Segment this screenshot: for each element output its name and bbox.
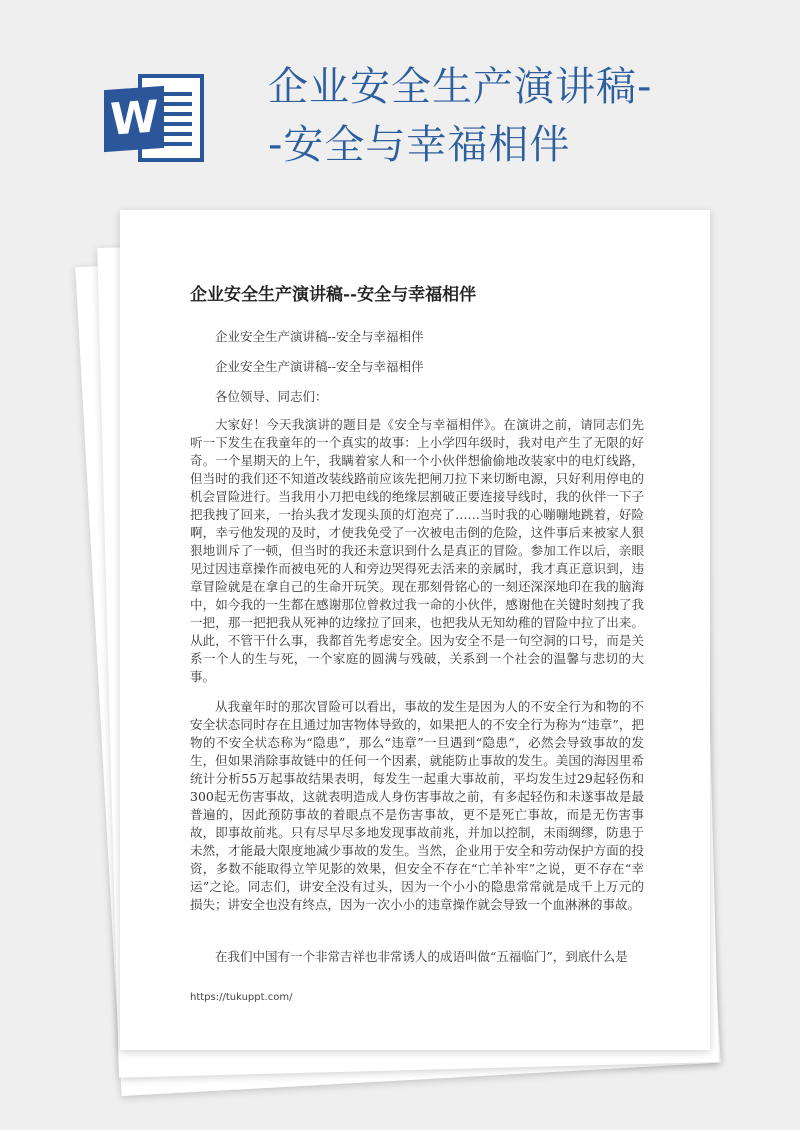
body-paragraph-3: 在我们中国有一个非常吉祥也非常诱人的成语叫做“五福临门”，到底什么是 — [215, 949, 628, 964]
body-paragraph-2: 从我童年时的那次冒险可以看出，事故的发生是因为人的不安全行为和物的不安全状态同时存在且通过加害物体导致的，如果把人的不安全行为称为“违章”，把物的不安全状态称为“隐患”，那么“违章”一旦遇到“隐患”，必然会导致事故的发生，但如果消除事故链中的任何一个因素，就能防止事故的发生。美国的海因里希统计分析55万起事故结果表明，每发生一起重大事故前，平均发生过29起轻伤和300起无伤害事故，这就表明造成人身伤害事故之前，有多起轻伤和未遂事故是最普遍的，因此预防事故的着眼点不是伤害事故，更不是死亡事故，而是无伤害事故，即事故前兆。只有尽早尽多地发现事故前兆，并加以控制，未雨绸缪，防患于未然，才能最大限度地减少事故的发生。当然，企业用于安全和劳动保护方面的投资，多数不能取得立竿见影的效果，但安全不存在“亡羊补牢”之说，更不存在“幸运”之论。同志们，讲安全没有过头，因为一个小小的隐患常常就是成千上万元的损失；讲安全也没有终点，因为一次小小的违章操作就会导致一个血淋淋的事故。 — [190, 699, 644, 912]
footer-url: https://tukuppt.com/ — [190, 992, 293, 1003]
document-line-1: 企业安全生产演讲稿--安全与幸福相伴 — [215, 329, 424, 344]
document-page — [120, 210, 710, 1050]
header — [0, 0, 800, 200]
document-line-2: 企业安全生产演讲稿--安全与幸福相伴 — [215, 359, 424, 374]
page-title — [268, 58, 788, 174]
page-title-line-2: -安全与幸福相伴 — [268, 122, 571, 168]
page-title-line-1: 企业安全生产演讲稿- — [268, 64, 653, 110]
word-letter-badge: W — [104, 86, 164, 152]
greeting-line: 各位领导、同志们： — [215, 389, 328, 404]
body-paragraph-1: 大家好！今天我演讲的题目是《安全与幸福相伴》。在演讲之前，请同志们先听一下发生在我童年的一个真实的故事：上小学四年级时，我对电产生了无限的好奇。一个星期天的上午，我瞒着家人和一个小伙伴想偷偷地改装家中的电灯线路，但当时的我们还不知道改装线路前应该先把闸刀拉下来切断电源，只好利用停电的机会冒险进行。当我用小刀把电线的绝缘层割破正要连接导线时，我的伙伴一下子把我拽了回来，一抬头我才发现头顶的灯泡亮了……当时我的心嘣嘣地跳着，好险啊，幸亏他发现的及时，才使我免受了一次被电击倒的危险，这件事后来被家人狠狠地训斥了一顿，但当时的我还未意识到什么是真正的冒险。参加工作以后，亲眼见过因违章操作而被电死的人和旁边哭得死去活来的亲属时，我才真正意识到，违章冒险就是在拿自己的生命开玩笑。现在那刻骨铭心的一刻还深深地印在我的脑海中，如今我的一生都在感谢那位曾救过我一命的小伙伴，感谢他在关键时刻拽了我一把，那一把把我从死神的边缘拉了回来，也把我从无知幼稚的冒险中拉了出来。从此，不管干什么事，我都首先考虑安全。因为安全不是一句空洞的口号，而是关系一个人的生与死，一个家庭的圆满与残破，关系到一个社会的温馨与悲切的大事。 — [190, 417, 644, 684]
document-title: 企业安全生产演讲稿--安全与幸福相伴 — [190, 285, 477, 305]
word-document-icon — [104, 70, 208, 170]
